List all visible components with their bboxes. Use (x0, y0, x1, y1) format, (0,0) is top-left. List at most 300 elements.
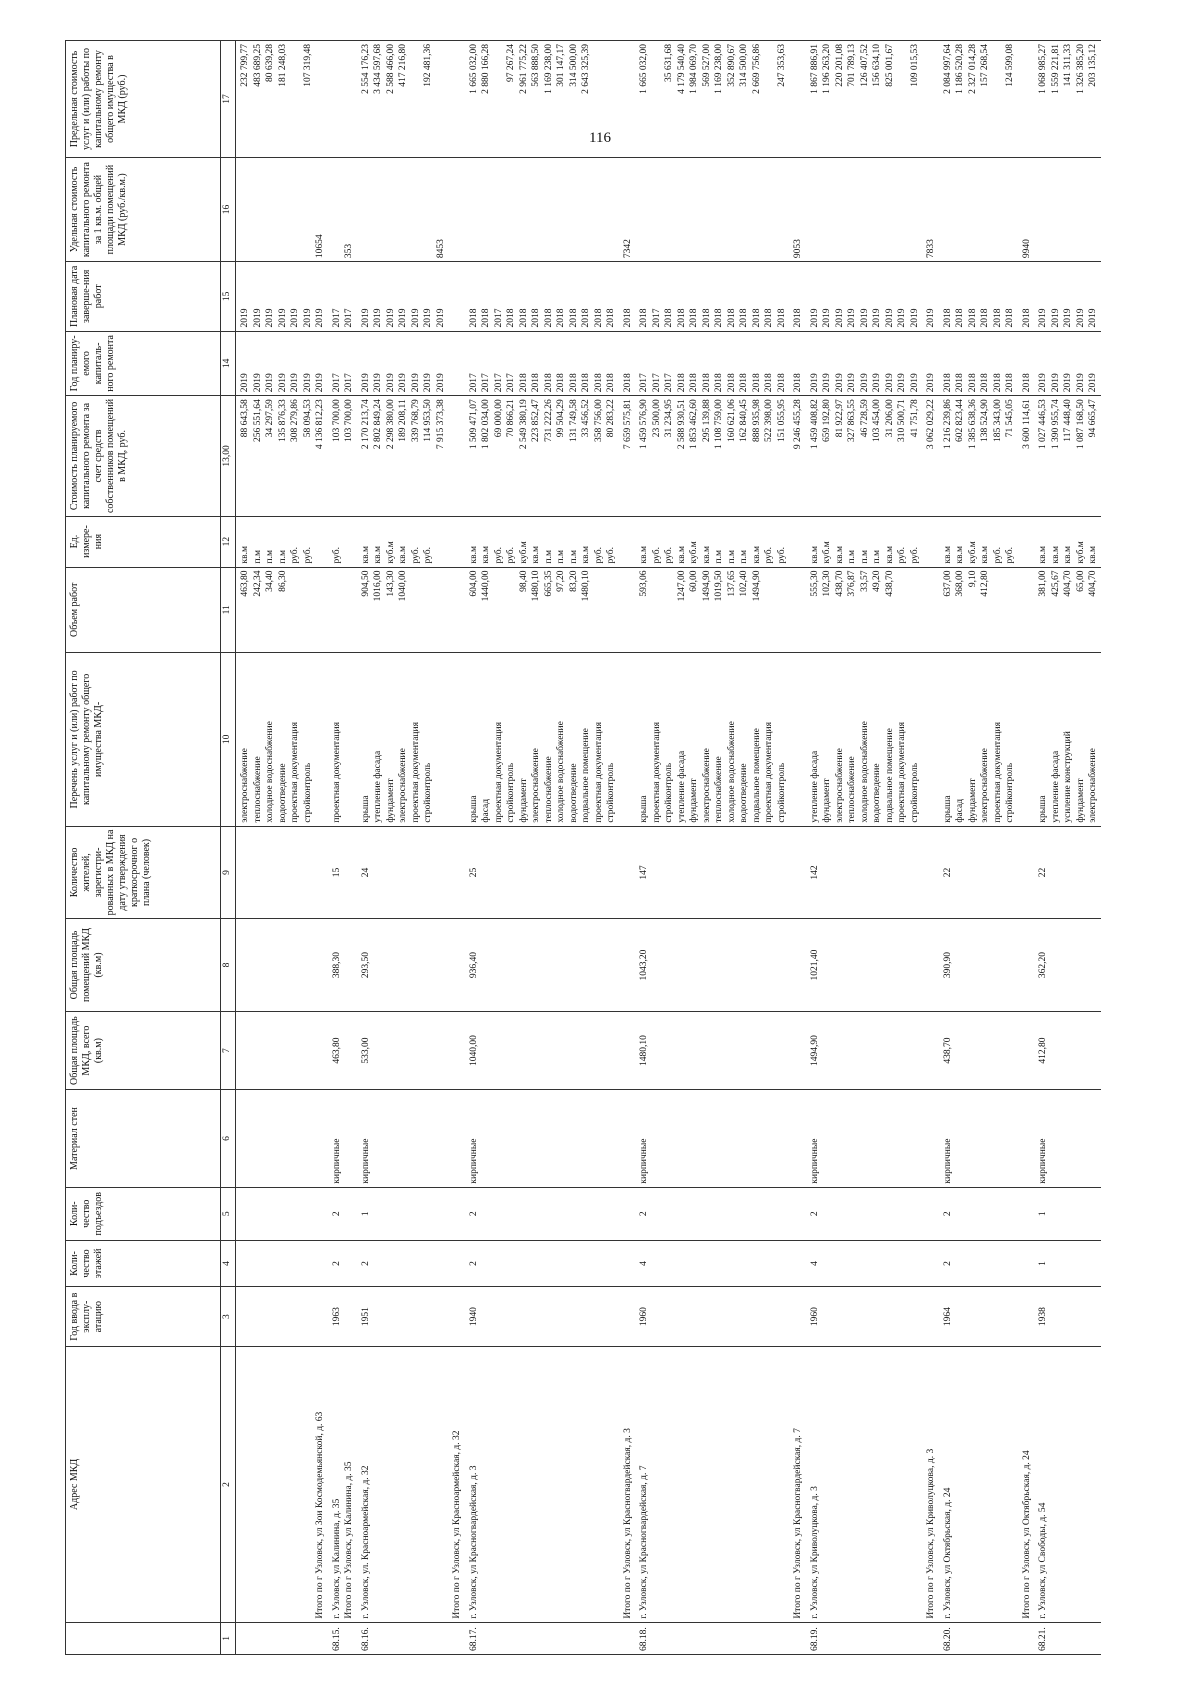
column-header-3: Год ввода в эксплу-атацию (66, 1287, 221, 1347)
cell-line: 825 001,67 (884, 44, 895, 87)
cell-line: 2019 (822, 308, 832, 328)
cell-year (619, 1287, 636, 1347)
cell-value: 2 (468, 1211, 479, 1217)
cell-line: г. Узловск, ул Красногвардейская, д. 3 (468, 1465, 479, 1619)
column-number-14: 14 (221, 331, 236, 396)
cell-living-area (1018, 919, 1035, 1012)
cell-line: стройконтроль (302, 762, 313, 823)
cell-value: 2 (331, 1211, 342, 1217)
cell-line: электроснабжение (834, 748, 845, 823)
cell-material (1034, 1090, 1101, 1187)
cell-limit-cost (448, 41, 465, 158)
cell-volume (922, 567, 939, 653)
cell-line: водоотведение (739, 763, 749, 823)
cell-line (331, 161, 344, 258)
cell-line: руб. (664, 547, 674, 564)
column-number-3: 3 (221, 1287, 236, 1347)
cell-works (236, 653, 328, 827)
cell-line: кв.м (676, 546, 687, 564)
cell-floors (465, 1240, 619, 1286)
cell-line: водоотведение (568, 763, 579, 823)
cell-total-area (465, 1011, 619, 1090)
cell-line (792, 571, 805, 650)
cell-line (435, 520, 448, 564)
cell-line (580, 161, 593, 258)
cell-line: 2019 (1038, 373, 1048, 393)
cell-line: кв.м (1038, 546, 1048, 564)
column-header-4: Коли-чество этажей (66, 1240, 221, 1286)
cell-works (448, 653, 465, 827)
cell-num (465, 1622, 619, 1654)
cell-living-area (635, 919, 789, 1012)
cell-value: 1940 (468, 1307, 479, 1327)
cell-entrances (806, 1187, 923, 1240)
cell-line (651, 161, 664, 258)
cell-line: 2019 (897, 308, 907, 328)
cell-units (635, 516, 789, 567)
cell-line: п.м (277, 550, 288, 564)
cell-line (410, 44, 423, 154)
cell-residents (236, 826, 328, 919)
cell-address (922, 1347, 939, 1622)
cell-line: 2019 (1075, 308, 1086, 328)
cell-floors (357, 1240, 449, 1286)
cell-line: 2018 (531, 373, 541, 393)
cell-year (328, 1287, 357, 1347)
cell-material (236, 1090, 328, 1187)
cell-line: 2019 (252, 373, 263, 393)
cell-line (451, 335, 464, 393)
cell-line (264, 161, 277, 258)
column-header-10: Перечень услуг и (или) работ по капитальному ремонту общего имущества МКД- (66, 653, 221, 827)
cell-line: 189 208,11 (398, 399, 408, 442)
cell-line: фундамент (518, 778, 529, 823)
cell-unit-cost (1018, 157, 1035, 261)
cell-material (448, 1090, 465, 1187)
cell-line: 185 343,00 (992, 399, 1003, 443)
cell-cost (806, 396, 923, 516)
cell-year (1034, 1287, 1101, 1347)
cell-line (821, 1350, 834, 1618)
cell-unit-cost (806, 157, 923, 261)
cell-line: 2017 (493, 308, 504, 328)
cell-line (397, 1350, 410, 1618)
cell-line: подвальное помещение (581, 728, 591, 823)
cell-line (314, 44, 327, 154)
cell-floors (789, 1240, 806, 1286)
cell-line: 2018 (622, 373, 633, 393)
cell-line: г. Узловск, ул. Красноармейская, д. 32 (360, 1465, 371, 1619)
column-number-16: 16 (221, 157, 236, 261)
cell-line (622, 520, 635, 564)
cell-line: 2018 (593, 308, 604, 328)
cell-cost (635, 396, 789, 516)
cell-floors (328, 1240, 357, 1286)
cell-line: 2018 (726, 308, 737, 328)
cell-line: крыша (639, 795, 649, 823)
cell-cost (236, 396, 328, 516)
cell-line (543, 1350, 556, 1618)
cell-line: 141 311,33 (1063, 44, 1073, 87)
cell-num (789, 1622, 806, 1654)
cell-line: электроснабжение (240, 748, 250, 823)
cell-value: 2 (809, 1211, 820, 1217)
cell-total-area (328, 1011, 357, 1090)
cell-line: 381,00 (1038, 570, 1048, 597)
cell-line: холодное водоснабжение (726, 721, 737, 823)
cell-address (635, 1347, 789, 1622)
cell-line (925, 44, 938, 154)
cell-end-year (939, 262, 1018, 331)
cell-line (871, 161, 884, 258)
cell-line: 4 179 540,40 (676, 44, 687, 94)
cell-line: 157 268,54 (980, 44, 990, 87)
cell-cost (448, 396, 465, 516)
cell-year (465, 1287, 619, 1347)
cell-line: 1 390 955,74 (1050, 399, 1061, 450)
cell-line: 156 634,10 (872, 44, 882, 87)
cell-line: 103 454,00 (872, 399, 882, 443)
cell-address (789, 1347, 806, 1622)
cell-line (1037, 161, 1050, 258)
cell-value: кирпичные (942, 1138, 953, 1184)
cell-line: 1 196 263,20 (822, 44, 832, 94)
cell-line: фундамент (1075, 778, 1086, 823)
cell-value: 2 (360, 1261, 371, 1266)
cell-line: 2019 (277, 373, 288, 393)
cell-material (1018, 1090, 1035, 1187)
cell-line: 2017 (639, 373, 649, 393)
cell-line: стройконтроль (423, 762, 433, 823)
cell-line: 2 802 849,24 (373, 399, 383, 450)
cell-line (676, 161, 689, 258)
table-row (789, 41, 806, 1655)
cell-line (809, 161, 822, 258)
cell-line: электроснабжение (398, 748, 408, 823)
cell-value: 388,30 (331, 951, 342, 979)
cell-line: 2018 (1021, 373, 1032, 393)
cell-line: 2018 (518, 308, 529, 328)
cell-floors (448, 1240, 465, 1286)
cell-value: 2 (331, 1261, 342, 1266)
cell-value: 2 (942, 1261, 953, 1266)
cell-works (806, 653, 923, 827)
cell-line: куб.м (689, 541, 699, 564)
cell-line: 31 206,00 (884, 399, 895, 438)
cell-end-year (236, 262, 328, 331)
cell-limit-cost (806, 41, 923, 158)
cell-line (331, 44, 344, 154)
cell-line: 637,00 (942, 570, 953, 597)
cell-line (252, 1350, 265, 1618)
cell-line (871, 1350, 884, 1618)
cell-units (236, 516, 328, 567)
cell-line (302, 1350, 315, 1618)
cell-line: 58 094,53 (302, 399, 313, 438)
cell-line (726, 161, 739, 258)
cell-total-area (236, 1011, 328, 1090)
cell-line: Итого по г Узловск, ул Криволуцкова, д. 3 (926, 1448, 936, 1619)
cell-line (568, 1350, 581, 1618)
cell-line (896, 1350, 909, 1618)
cell-line (435, 1350, 448, 1618)
cell-line: 2019 (859, 308, 870, 328)
cell-line: 659 192,80 (822, 399, 832, 443)
cell-line: 2019 (385, 308, 396, 328)
cell-line: 2017 (481, 373, 491, 393)
cell-line: 2 961 775,22 (518, 44, 529, 94)
cell-line: 310 500,71 (897, 399, 907, 443)
cell-line: 1 853 462,60 (689, 399, 699, 450)
cell-entrances (328, 1187, 357, 1240)
cell-line: 131 749,58 (568, 399, 579, 443)
cell-line: 522 398,00 (764, 399, 774, 443)
cell-works (465, 653, 619, 827)
cell-line (925, 571, 938, 650)
table-row (806, 41, 923, 1655)
cell-plan-year (939, 331, 1018, 396)
cell-line: 31 234,95 (664, 399, 674, 438)
cell-works (357, 653, 449, 827)
cell-line (410, 161, 423, 258)
cell-line (1021, 571, 1034, 650)
cell-line: руб. (331, 547, 342, 564)
cell-line: 2018 (739, 308, 749, 328)
cell-line: 569 527,00 (701, 44, 712, 87)
column-header-9: Количество жителей, зарегистри-рованных в МКД на дату утверждения краткосрочног о плана (человек) (66, 826, 221, 919)
cell-total-area (635, 1011, 789, 1090)
cell-line: кв.м (531, 546, 541, 564)
cell-line (435, 656, 448, 823)
cell-line: 2018 (506, 308, 516, 328)
cell-line: 376,87 (847, 570, 857, 597)
cell-line: 904,50 (360, 570, 371, 597)
cell-line (435, 571, 448, 650)
cell-value: кирпичные (639, 1138, 649, 1184)
cell-line (360, 161, 373, 258)
cell-plan-year (357, 331, 449, 396)
cell-line (909, 161, 922, 258)
column-number-row (221, 41, 236, 1655)
cell-line: 555,30 (809, 570, 820, 597)
cell-line (314, 571, 327, 650)
cell-line: 2019 (290, 373, 300, 393)
cell-line: 438,70 (884, 570, 895, 597)
cell-line (896, 161, 909, 258)
cell-line (530, 1350, 543, 1618)
cell-line: 1 867 886,91 (809, 44, 820, 94)
cell-line (925, 656, 938, 823)
cell-line: руб. (651, 547, 662, 564)
cell-line (776, 1350, 789, 1618)
header-row (66, 41, 221, 1655)
cell-line: 3 600 114,61 (1021, 399, 1032, 449)
cell-cost (328, 396, 357, 516)
cell-line: 1 459 576,90 (639, 399, 649, 450)
cell-line (343, 571, 356, 650)
cell-line: руб. (423, 547, 433, 564)
cell-address (939, 1347, 1018, 1622)
cell-value: 68.18. (639, 1627, 649, 1651)
cell-line: 2018 (776, 308, 787, 328)
cell-living-area (939, 919, 1018, 1012)
cell-line (834, 1350, 847, 1618)
cell-line (954, 1350, 967, 1618)
cell-plan-year (465, 331, 619, 396)
cell-line: 2019 (373, 308, 383, 328)
table-row (465, 41, 619, 1655)
cell-line: проектная документация (897, 722, 907, 823)
cell-line: 2019 (872, 373, 882, 393)
cell-total-area (939, 1011, 1018, 1090)
cell-residents (619, 826, 636, 919)
cell-value: 1960 (639, 1307, 649, 1327)
cell-volume (806, 567, 923, 653)
cell-line: 1016,00 (373, 570, 383, 602)
cell-line: 2017 (493, 373, 504, 393)
cell-line: 2018 (726, 373, 737, 393)
cell-line (701, 161, 714, 258)
cell-line (239, 1350, 252, 1618)
cell-plan-year (789, 331, 806, 396)
cell-floors (806, 1240, 923, 1286)
cell-line: 2018 (531, 308, 541, 328)
cell-residents (465, 826, 619, 919)
cell-line: кв.м (1088, 546, 1098, 564)
cell-line (343, 656, 356, 823)
column-number-7: 7 (221, 1011, 236, 1090)
cell-unit-cost (465, 157, 619, 261)
cell-line: 70 866,21 (506, 399, 516, 438)
cell-value: 463,80 (331, 1037, 342, 1064)
cell-line (422, 1350, 435, 1618)
cell-cost (619, 396, 636, 516)
cell-line: 97 267,24 (506, 44, 516, 82)
cell-value: 22 (942, 867, 953, 878)
cell-line: 2018 (556, 308, 566, 328)
cell-line (1075, 161, 1088, 258)
cell-value: 1960 (809, 1307, 820, 1327)
cell-units (619, 516, 636, 567)
cell-line (763, 571, 776, 650)
cell-line: электроснабжение (531, 748, 541, 823)
cell-line: 404,70 (1063, 570, 1073, 597)
cell-line: 358 756,00 (593, 399, 604, 443)
cell-line (1062, 161, 1075, 258)
cell-line: г. Узловск, ул Криволуцкова, д. 3 (809, 1486, 820, 1619)
cell-line (763, 161, 776, 258)
cell-line: 2018 (967, 373, 978, 393)
cell-line: 2019 (884, 308, 895, 328)
cell-line: 2018 (714, 308, 724, 328)
cell-line (776, 161, 789, 258)
cell-line (792, 44, 805, 154)
cell-line: холодное водоснабжение (859, 721, 870, 823)
cell-line: 665,35 (543, 570, 554, 597)
cell-line (1062, 1350, 1075, 1618)
cell-total-area (1034, 1011, 1101, 1090)
column-number-9: 9 (221, 826, 236, 919)
cell-end-year (635, 262, 789, 331)
cell-units (448, 516, 465, 567)
cell-line: 2018 (543, 308, 554, 328)
cell-year (789, 1287, 806, 1347)
cell-line: электроснабжение (980, 748, 990, 823)
cell-residents (357, 826, 449, 919)
cell-line: 2019 (240, 373, 250, 393)
cell-line: 1 385 638,36 (967, 399, 978, 450)
cell-volume (1018, 567, 1035, 653)
cell-entrances (357, 1187, 449, 1240)
cell-line: 2 643 325,39 (581, 44, 591, 94)
cell-line (1087, 1350, 1100, 1618)
cell-line: 2017 (331, 308, 342, 328)
cell-line: Итого по г Узловск, ул Калинина, д. 35 (344, 1461, 354, 1619)
cell-line: 2017 (344, 308, 354, 328)
cell-line (954, 161, 967, 258)
cell-line: г. Узловск, ул Октябрьская, д. 24 (942, 1487, 953, 1619)
cell-line: 7342 (622, 239, 633, 259)
cell-limit-cost (619, 41, 636, 158)
table-row (635, 41, 789, 1655)
cell-line: кв.м (884, 546, 895, 564)
cell-line: крыша (942, 795, 953, 823)
cell-entrances (465, 1187, 619, 1240)
cell-limit-cost (635, 41, 789, 158)
cell-line (751, 161, 764, 258)
table-header (66, 41, 236, 1655)
cell-line (343, 44, 356, 154)
cell-year (448, 1287, 465, 1347)
cell-line: 2019 (265, 308, 275, 328)
cell-line (651, 571, 664, 650)
cell-line (688, 161, 701, 258)
column-header-12: Ед. измере-ния (66, 516, 221, 567)
cell-line (480, 161, 493, 258)
cell-line (314, 520, 327, 564)
cell-line: 2019 (1050, 373, 1061, 393)
cell-unit-cost (328, 157, 357, 261)
cell-line: 135 876,33 (277, 399, 288, 443)
cell-line: водоотведение (277, 763, 288, 823)
cell-line: 604,00 (468, 570, 479, 597)
cell-material (357, 1090, 449, 1187)
cell-line: 1247,00 (676, 570, 687, 602)
cell-value: 142 (809, 865, 820, 880)
cell-end-year (1034, 262, 1101, 331)
cell-cost (465, 396, 619, 516)
cell-line: 2018 (556, 373, 566, 393)
cell-value: 68.20. (942, 1627, 953, 1651)
cell-line: 2018 (664, 308, 674, 328)
cell-line: 2019 (398, 373, 408, 393)
cell-line (518, 161, 531, 258)
cell-value: 936,40 (468, 951, 479, 979)
cell-value: 24 (360, 867, 371, 878)
cell-line: 1 169 238,00 (543, 44, 554, 94)
cell-end-year (465, 262, 619, 331)
cell-line (763, 44, 776, 154)
cell-line: проектная документация (651, 722, 662, 823)
cell-value: 4 (809, 1261, 820, 1266)
cell-line: 2019 (435, 373, 446, 393)
cell-end-year (448, 262, 465, 331)
cell-line: 2019 (1050, 308, 1061, 328)
cell-residents (939, 826, 1018, 919)
cell-year (635, 1287, 789, 1347)
cell-line (289, 1350, 302, 1618)
cell-line: кв.м (980, 546, 990, 564)
